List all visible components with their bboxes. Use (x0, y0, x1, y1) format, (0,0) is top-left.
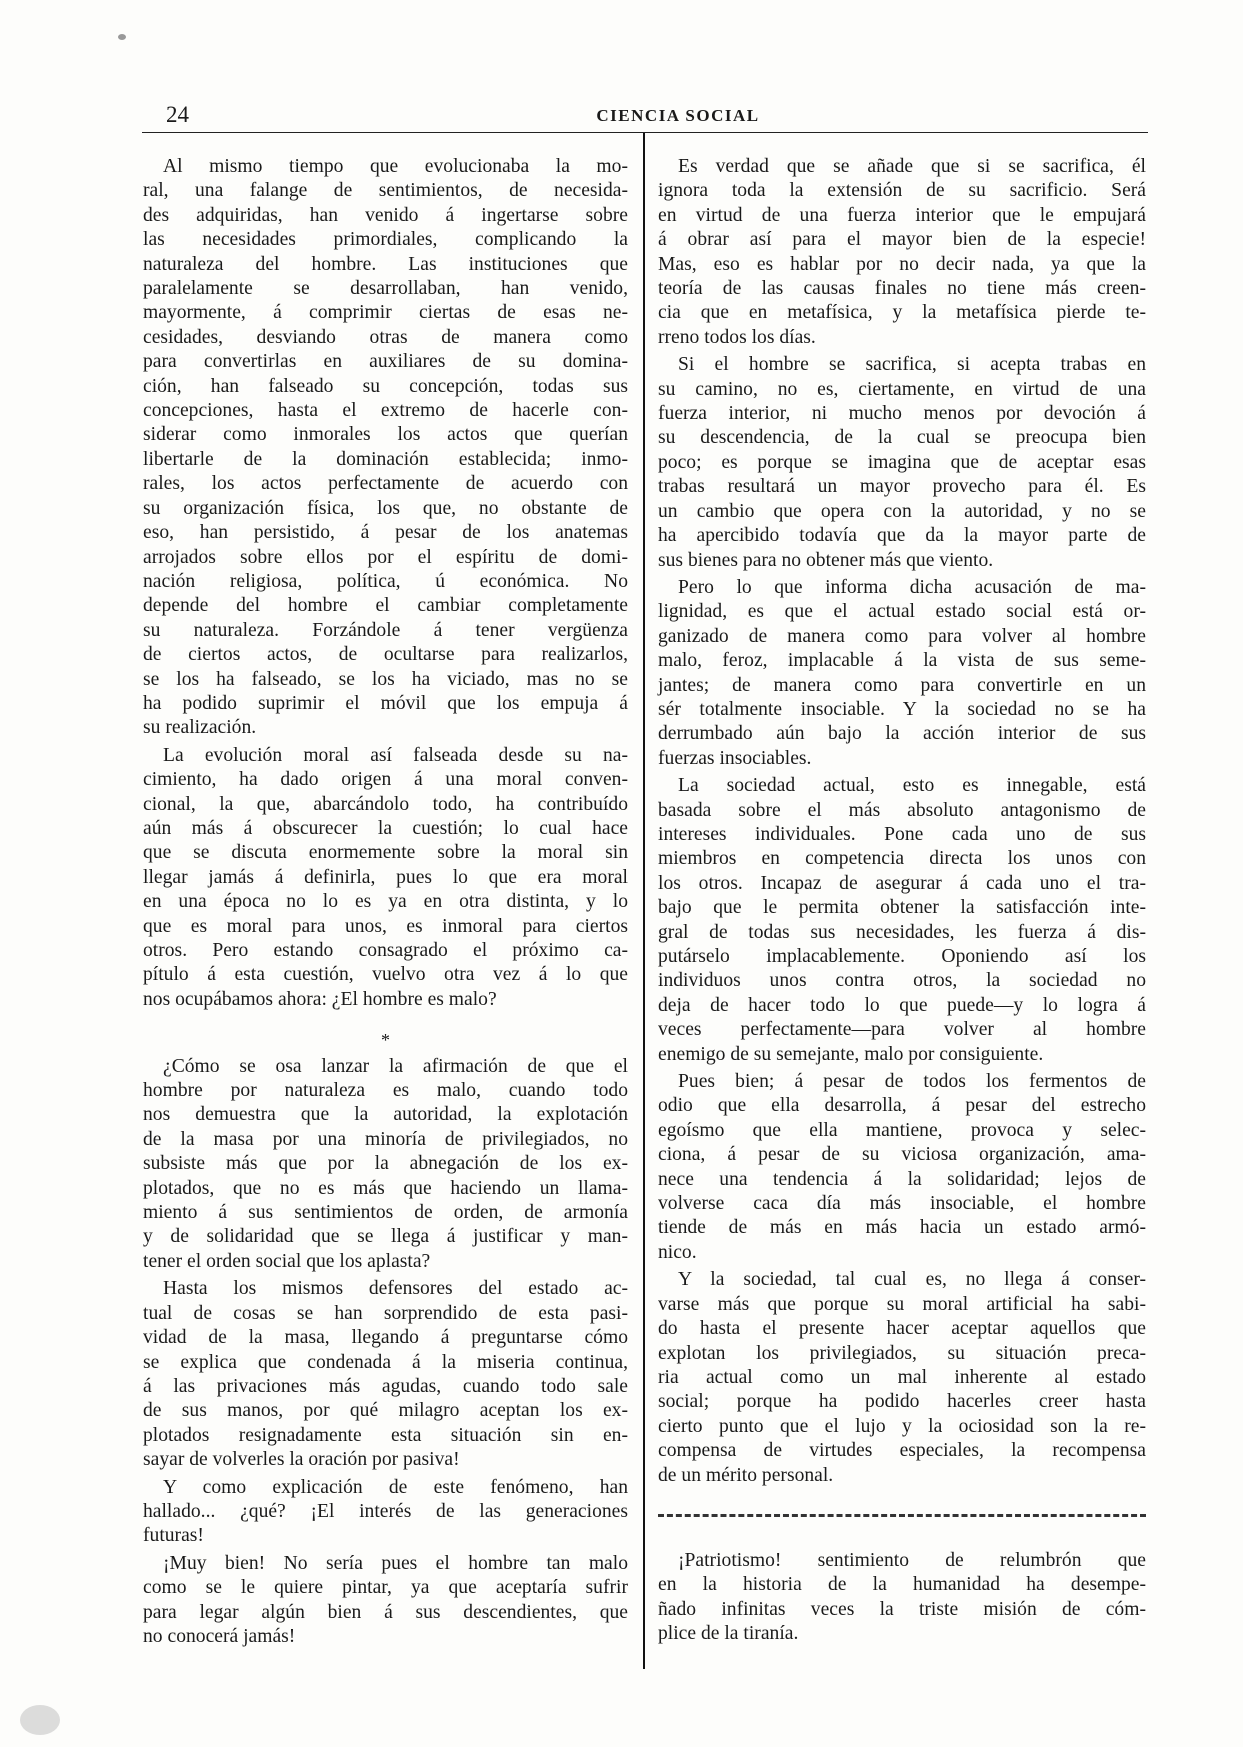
text-line: explotan los privilegiados, su situación preca- (658, 1342, 1146, 1364)
paragraph (143, 1055, 628, 1275)
text-line: vidad de la masa, llegando á preguntarse cómo (143, 1327, 628, 1349)
paragraph (658, 1268, 1146, 1488)
text-line: hallado... ¿qué? ¡El interés de las generaciones (143, 1500, 628, 1522)
paragraph (143, 1277, 628, 1472)
text-line: egoísmo que ella mantiene, provoca y selec- (658, 1119, 1146, 1141)
scan-speck (20, 1705, 60, 1735)
paragraph (658, 1549, 1146, 1647)
text-line: do hasta el presente hacer aceptar aquellos que (658, 1318, 1146, 1340)
text-line: malo, feroz, implacable á la vista de sus seme- (658, 650, 1146, 672)
text-line: cia que en metafísica, y la metafísica pierde te- (658, 302, 1146, 324)
text-line: de ciertos actos, de ocultarse para realizarlos, (143, 644, 628, 666)
text-line: plice de la tiranía. (658, 1623, 799, 1645)
text-line: plotados resignadamente esta situación sin en- (143, 1424, 628, 1446)
text-line: basada sobre el más absoluto antagonismo de (658, 799, 1146, 821)
text-line: miembros en competencia directa los unos con (658, 848, 1146, 870)
text-line: cierto punto que el lujo y la ociosidad son la re- (658, 1415, 1146, 1437)
column-divider (643, 133, 645, 1669)
section-separator-asterisk: * (381, 1030, 390, 1051)
text-line: Y como explicación de este fenómeno, han (163, 1476, 628, 1498)
text-line: fuerza interior, ni mucho menos por devoción á (658, 403, 1146, 425)
text-line: mayormente, á comprimir ciertas de esas ne- (143, 302, 628, 324)
text-line: nico. (658, 1241, 697, 1263)
text-line: Al mismo tiempo que evolucionaba la mo- (163, 156, 628, 177)
paragraph (143, 1476, 628, 1549)
text-line: á obrar así para el mayor bien de la especie! (658, 229, 1146, 251)
text-line: cimiento, ha dado origen á una moral conven- (143, 769, 628, 791)
text-line: nos demuestra que la autoridad, la explotación (143, 1104, 628, 1126)
text-line: ñado infinitas veces la triste misión de cóm- (658, 1598, 1146, 1620)
text-line: depende del hombre el cambiar completamente (143, 595, 628, 617)
paragraph (143, 1552, 628, 1650)
text-line: su naturaleza. Forzándole á tener vergüenza (143, 619, 628, 641)
text-line: cional, la que, abarcándolo todo, ha contribuído (143, 793, 628, 815)
left-column (143, 155, 628, 1649)
text-line: Pues bien; á pesar de todos los fermentos de (678, 1071, 1146, 1093)
paragraph (658, 576, 1146, 771)
text-line: Y la sociedad, tal cual es, no llega á conser- (678, 1269, 1146, 1291)
text-line: gral de todas sus necesidades, les fuerza á dis- (658, 921, 1146, 943)
text-line: varse más que porque su moral artificial ha sabi- (658, 1293, 1146, 1315)
text-line: siderar como inmorales los actos que querían (143, 424, 628, 446)
text-line: ¿Cómo se osa lanzar la afirmación de que el (163, 1055, 628, 1077)
text-line: Mas, eso es hablar por no decir nada, ya que la (658, 253, 1146, 275)
text-line: nos ocupábamos ahora: ¿El hombre es malo? (143, 988, 497, 1010)
text-line: á las privaciones más agudas, cuando todo sale (143, 1375, 628, 1397)
page-number: 24 (166, 102, 189, 127)
text-line: su descendencia, de la cual se preocupa bien (658, 427, 1146, 449)
text-line: su realización. (143, 717, 257, 739)
paragraph (658, 774, 1146, 1067)
text-line: La sociedad actual, esto es innegable, está (678, 775, 1146, 797)
text-line: ¡Patriotismo! sentimiento de relumbrón que (678, 1549, 1146, 1571)
text-line: su organización física, los que, no obstante de (143, 497, 628, 519)
left-column-body-continued (143, 1055, 628, 1650)
text-line: compensa de virtudes especiales, la recompensa (658, 1440, 1146, 1462)
text-line: social; porque ha podido hacerles creer hasta (658, 1391, 1146, 1413)
text-line: bajo que le permita obtener la satisfacción inte- (658, 897, 1146, 919)
text-line: que se discuta enormemente sobre la moral sin (143, 842, 628, 864)
text-line: se explica que condenada á la miseria continua, (143, 1351, 628, 1373)
text-line: tener el orden social que los aplasta? (143, 1250, 431, 1272)
text-line: ganizado de manera como para volver al hombre (658, 625, 1146, 647)
text-line: de sus manos, por qué milagro aceptan los ex- (143, 1400, 628, 1422)
paragraph (658, 155, 1146, 350)
text-line: pítulo á esta cuestión, vuelvo otra vez á lo que (143, 964, 628, 986)
text-line: derrumbado aún bajo la acción interior de sus (658, 723, 1146, 745)
text-line: teoría de las causas finales no tiene más creen- (658, 278, 1146, 300)
page-header (150, 100, 1150, 130)
text-line: lignidad, es que el actual estado social está or- (658, 601, 1146, 623)
text-line: jantes; de manera como para convertirle en un (658, 674, 1146, 696)
text-line: no conocerá jamás! (143, 1625, 296, 1647)
text-line: La evolución moral así falseada desde su na- (163, 744, 628, 766)
text-line: se los ha falseado, se los ha viciado, mas no se (143, 668, 628, 690)
text-line: ria actual como un mal inherente al estado (658, 1366, 1146, 1388)
text-line: subsiste más que por la abnegación de los ex- (143, 1153, 628, 1175)
text-line: tual de cosas se han sorprendido de esta pasi- (143, 1302, 628, 1324)
text-line: veces perfectamente—para volver al hombre (658, 1019, 1146, 1041)
text-line: en virtud de una fuerza interior que le empujará (658, 204, 1146, 226)
text-line: ha podido suprimir el móvil que los empuja á (143, 692, 628, 714)
text-line: que es moral para unos, es inmoral para ciertos (143, 915, 628, 937)
text-line: enemigo de su semejante, malo por consiguiente. (658, 1043, 1044, 1065)
text-line: Hasta los mismos defensores del estado ac- (163, 1278, 628, 1300)
text-line: deja de hacer todo lo que puede—y lo logra á (658, 994, 1146, 1016)
text-line: plotados, que no es más que haciendo un llama- (143, 1177, 628, 1199)
text-line: para legar algún bien á sus descendientes, que (143, 1601, 628, 1623)
text-line: en la historia de la humanidad ha desempe- (658, 1574, 1146, 1596)
scan-speck (118, 34, 126, 40)
text-line: rales, los actos perfectamente de acuerdo con (143, 473, 628, 495)
text-line: des adquiridas, han venido á ingertarse sobre (143, 204, 628, 226)
text-line: intereses individuales. Pone cada uno de sus (658, 823, 1146, 845)
text-line: sus bienes para no obtener más que viento. (658, 549, 994, 571)
text-line: fuerzas insociables. (658, 747, 812, 769)
text-line: eso, han persistido, á pesar de los anatemas (143, 522, 628, 544)
text-line: Pero lo que informa dicha acusación de ma- (678, 576, 1146, 598)
text-line: ¡Muy bien! No sería pues el hombre tan malo (163, 1552, 628, 1574)
text-line: trabas resultará un mayor provecho para él. Es (658, 476, 1146, 498)
text-line: cesidades, desviando otras de manera como (143, 326, 628, 348)
text-line: de un mérito personal. (658, 1464, 834, 1486)
paragraph (658, 353, 1146, 573)
text-line: ignora toda la extensión de su sacrificio. Será (658, 180, 1146, 202)
text-line: individuos unos contra otros, la sociedad no (658, 970, 1146, 992)
text-line: Es verdad que se añade que si se sacrifica, él (678, 156, 1146, 177)
right-column (658, 155, 1146, 1647)
text-line: naturaleza del hombre. Las instituciones que (143, 253, 628, 275)
text-line: para convertirlas en auxiliares de su domina- (143, 351, 628, 373)
text-line: nece una tendencia á la solidaridad; lejos de (658, 1168, 1146, 1190)
text-line: ciona, á pesar de su viciosa organización, ama- (658, 1144, 1146, 1166)
text-line: Si el hombre se sacrifica, si acepta trabas en (678, 354, 1146, 376)
text-line: otros. Pero estando consagrado el próximo ca- (143, 940, 628, 961)
text-line: su camino, no es, ciertamente, en virtud de una (658, 378, 1146, 400)
text-line: nación religiosa, política, ú económica. No (143, 570, 628, 592)
text-line: en una época no lo es ya en otra distinta, y lo (143, 891, 628, 913)
text-line: los otros. Incapaz de asegurar á cada uno el tra- (658, 872, 1146, 894)
text-line: sayar de volverles la oración por pasiva! (143, 1449, 460, 1471)
running-title: CIENCIA SOCIAL (596, 106, 760, 125)
text-line: como se le quiere pintar, ya que aceptaría sufrir (143, 1577, 628, 1599)
header-rule (142, 132, 1148, 133)
text-line: odio que ella desarrolla, á pesar del estrecho (658, 1095, 1146, 1117)
paragraph (658, 1070, 1146, 1265)
text-line: paralelamente se desarrollaban, han venido, (143, 278, 628, 300)
left-column-body (143, 155, 628, 1012)
text-line: rreno todos los días. (658, 326, 816, 348)
text-line: aún más á obscurecer la cuestión; lo cual hace (143, 817, 628, 839)
text-line: ción, han falseado su concepción, todas sus (143, 375, 628, 397)
text-line: hombre por naturaleza es malo, cuando todo (143, 1080, 628, 1102)
text-line: arrojados sobre ellos por el espíritu de domi- (143, 546, 628, 568)
right-column-body (658, 155, 1146, 1488)
text-line: futuras! (143, 1525, 204, 1547)
paragraph (143, 155, 628, 741)
text-line: ral, una falange de sentimientos, de necesida- (143, 180, 628, 202)
text-line: de la masa por una minoría de privilegiados, no (143, 1128, 628, 1150)
dotted-section-rule (658, 1514, 1146, 1517)
text-line: libertarle de la dominación establecida; inmo- (143, 448, 628, 470)
right-column-closing-text (658, 1549, 1146, 1647)
text-line: volverse caca día más insociable, el hombre (658, 1193, 1146, 1215)
text-line: tiende de más en más hacia un estado armó- (658, 1217, 1146, 1239)
text-line: miento á sus sentimientos de orden, de armonía (143, 1202, 628, 1224)
text-line: concepciones, hasta el extremo de hacerle con- (143, 400, 628, 422)
text-line: sér totalmente insociable. Y la sociedad no se ha (658, 698, 1146, 720)
text-line: ha apercibido todavía que da la mayor parte de (658, 525, 1146, 547)
text-line: y de solidaridad que se llega á justificar y man- (143, 1226, 628, 1248)
paragraph (143, 744, 628, 1012)
text-line: llegar jamás á definirla, pues lo que era moral (143, 866, 628, 888)
text-line: las necesidades primordiales, complicando la (143, 229, 628, 251)
text-line: poco; es porque se imagina que de aceptar esas (658, 451, 1146, 473)
text-line: putárselo implacablemente. Oponiendo así los (658, 946, 1146, 967)
text-line: un cambio que opera con la autoridad, y no se (658, 500, 1146, 522)
